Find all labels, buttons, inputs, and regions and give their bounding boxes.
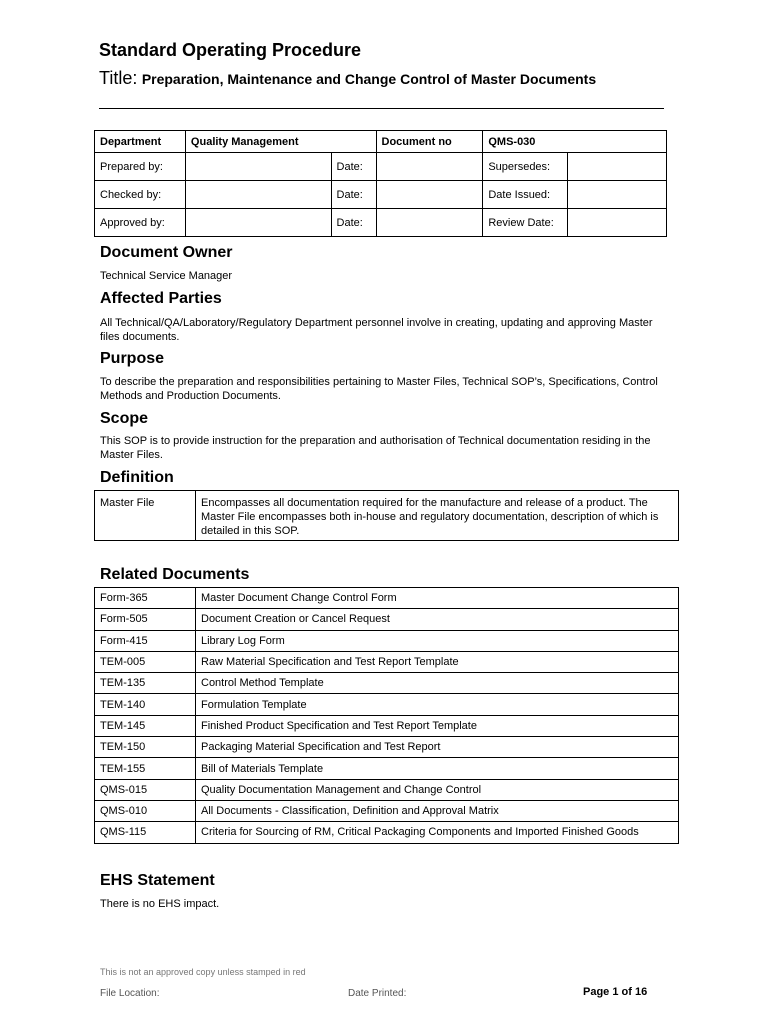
info-row-checked: [95, 181, 667, 209]
doc-code: TEM-155: [95, 758, 196, 779]
department-value: Quality Management: [185, 131, 376, 153]
scope-heading: Scope: [100, 410, 149, 427]
doc-name: Master Document Change Control Form: [196, 588, 679, 609]
doc-code: QMS-015: [95, 779, 196, 800]
doc-name: Formulation Template: [196, 694, 679, 715]
prepared-date-value: [376, 153, 483, 181]
doc-code: TEM-135: [95, 673, 196, 694]
supersedes-label: Supersedes:: [483, 153, 568, 181]
definition-table: [94, 490, 679, 541]
approved-by-label: Approved by:: [95, 209, 186, 237]
definition-description: Encompasses all documentation required for the manufacture and release of a product. The Master File encompasses both in-house and regulatory documentation, description of which is detailed in this SOP.: [196, 491, 679, 541]
doc-name: Packaging Material Specification and Test Report: [196, 737, 679, 758]
affected-parties-text: All Technical/QA/Laboratory/Regulatory Department personnel involve in creating, updating and approving Master files documents.: [100, 317, 653, 343]
document-type-heading: Standard Operating Procedure: [99, 40, 362, 60]
doc-code: TEM-140: [95, 694, 196, 715]
title-label: Title: [99, 68, 133, 88]
document-info-table: [94, 130, 667, 237]
document-owner-text: Technical Service Manager: [100, 270, 233, 282]
scope-text: This SOP is to provide instruction for the preparation and authorisation of Technical documentation residing in the Master Files.: [100, 435, 651, 461]
purpose-text: To describe the preparation and responsibilities pertaining to Master Files, Technical SOP’s, Specifications, Control Methods and Production Documents.: [100, 376, 658, 402]
table-row: [95, 800, 679, 821]
approved-by-value: [185, 209, 331, 237]
table-row: [95, 758, 679, 779]
checked-by-label: Checked by:: [95, 181, 186, 209]
table-row: [95, 673, 679, 694]
doc-name: Criteria for Sourcing of RM, Critical Packaging Components and Imported Finished Goods: [196, 822, 679, 843]
doc-name: All Documents - Classification, Definition and Approval Matrix: [196, 800, 679, 821]
checked-date-label: Date:: [331, 181, 376, 209]
date-issued-value: [568, 181, 667, 209]
approved-date-label: Date:: [331, 209, 376, 237]
affected-parties-heading: Affected Parties: [100, 290, 222, 307]
checked-date-value: [376, 181, 483, 209]
doc-name: Quality Documentation Management and Change Control: [196, 779, 679, 800]
table-row: [95, 651, 679, 672]
table-row: [95, 588, 679, 609]
doc-code: QMS-010: [95, 800, 196, 821]
table-row: [95, 630, 679, 651]
page-number: Page 1 of 16: [583, 986, 648, 998]
info-row-prepared: [95, 153, 667, 181]
supersedes-value: [568, 153, 667, 181]
definition-heading: Definition: [100, 469, 174, 486]
document-no-label: Document no: [376, 131, 483, 153]
table-row: [95, 822, 679, 843]
doc-code: Form-505: [95, 609, 196, 630]
doc-code: TEM-005: [95, 651, 196, 672]
doc-name: Control Method Template: [196, 673, 679, 694]
definition-term: Master File: [95, 491, 196, 541]
doc-name: Bill of Materials Template: [196, 758, 679, 779]
table-row: [95, 694, 679, 715]
prepared-by-value: [185, 153, 331, 181]
document-no-value: QMS-030: [483, 131, 667, 153]
doc-code: TEM-145: [95, 715, 196, 736]
checked-by-value: [185, 181, 331, 209]
title-separator: :: [132, 68, 138, 88]
ehs-statement-text: There is no EHS impact.: [100, 898, 220, 910]
doc-name: Finished Product Specification and Test Report Template: [196, 715, 679, 736]
table-row: [95, 779, 679, 800]
prepared-by-label: Prepared by:: [95, 153, 186, 181]
date-printed-label: Date Printed:: [348, 988, 407, 999]
document-title: Preparation, Maintenance and Change Control of Master Documents: [141, 71, 597, 87]
table-row: [95, 737, 679, 758]
definition-row: [95, 491, 679, 541]
purpose-heading: Purpose: [100, 350, 165, 367]
doc-name: Library Log Form: [196, 630, 679, 651]
file-location-label: File Location:: [100, 988, 160, 999]
prepared-date-label: Date:: [331, 153, 376, 181]
header-rule: [99, 108, 664, 109]
doc-code: Form-415: [95, 630, 196, 651]
related-documents-table: [94, 587, 679, 844]
info-header-row: [95, 131, 667, 153]
review-date-label: Review Date:: [483, 209, 568, 237]
table-row: [95, 715, 679, 736]
doc-code: Form-365: [95, 588, 196, 609]
table-row: [95, 609, 679, 630]
doc-name: Raw Material Specification and Test Report Template: [196, 651, 679, 672]
doc-code: QMS-115: [95, 822, 196, 843]
document-owner-heading: Document Owner: [100, 244, 233, 261]
review-date-value: [568, 209, 667, 237]
doc-code: TEM-150: [95, 737, 196, 758]
department-label: Department: [95, 131, 186, 153]
title-line: [99, 68, 596, 89]
approval-copy-note: This is not an approved copy unless stamped in red: [100, 967, 306, 977]
approved-date-value: [376, 209, 483, 237]
ehs-statement-heading: EHS Statement: [100, 872, 215, 889]
doc-name: Document Creation or Cancel Request: [196, 609, 679, 630]
date-issued-label: Date Issued:: [483, 181, 568, 209]
related-documents-heading: Related Documents: [100, 566, 250, 583]
info-row-approved: [95, 209, 667, 237]
